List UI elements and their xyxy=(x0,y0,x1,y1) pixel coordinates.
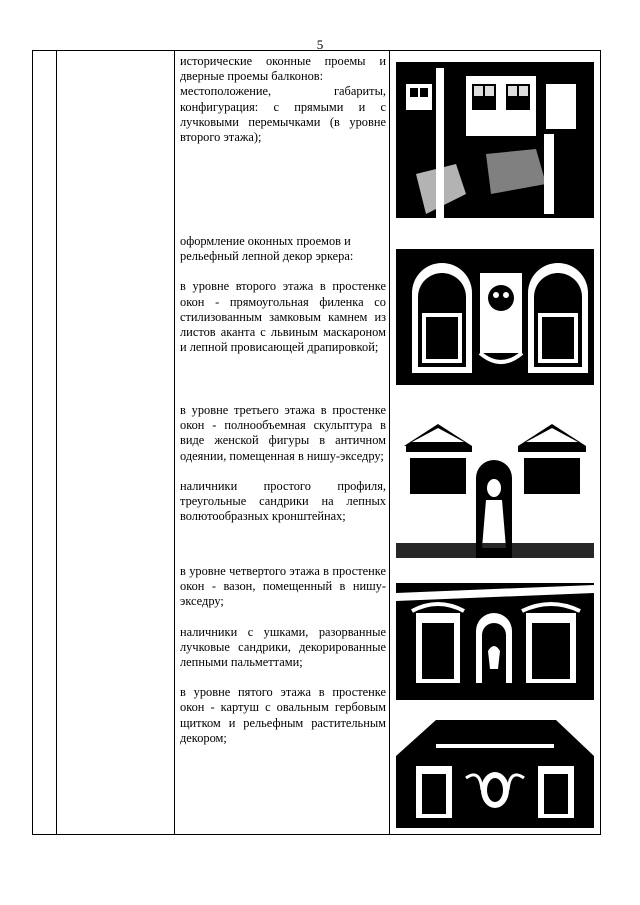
entry-paragraph: наличники простого профиля, треугольные сандрики на лепных волютообразных кронштейнах; xyxy=(180,478,386,524)
column-divider xyxy=(174,51,175,834)
entry-paragraph: исторические оконные проемы и дверные проемы балконов: xyxy=(180,54,386,84)
entry-window-decor xyxy=(180,234,386,355)
entry-third-floor xyxy=(180,403,386,524)
photo-fourth-floor-vase xyxy=(396,573,594,700)
photo-sculpture-niche xyxy=(396,408,594,558)
entry-paragraph: местоположение, габариты, конфигурация: с прямыми и с лучковыми перемычками (в уровне второго этажа); xyxy=(180,84,386,145)
entry-paragraph: оформление оконных проемов и рельефный лепной декор эркера: xyxy=(180,234,354,264)
photo-fifth-floor-cartouche xyxy=(396,716,594,828)
entry-paragraph: в уровне второго этажа в простенке окон - прямоугольная филенка со стилизованным замковым камнем из листов аканта с львиным маскароном и лепной провисающей драпировкой; xyxy=(180,279,386,355)
photo-window-openings xyxy=(396,54,594,228)
entry-fourth-fifth-floor xyxy=(180,564,386,746)
column-divider xyxy=(56,51,57,834)
entry-paragraph: в уровне четвертого этажа в простенке окон - вазон, помещенный в нишу-экседру; xyxy=(180,564,386,609)
entry-paragraph: наличники с ушками, разорванные лучковые сандрики, декорированные лепными пальметтами; xyxy=(180,624,386,670)
document-table xyxy=(32,50,601,835)
photo-arched-windows-mask xyxy=(396,243,594,385)
entry-paragraph: в уровне пятого этажа в простенке окон - картуш с овальным гербовым щитком и рельефным растительным декором; xyxy=(180,685,386,745)
entry-window-openings xyxy=(180,54,386,145)
page-number: 5 xyxy=(316,37,324,52)
column-divider xyxy=(389,51,390,834)
entry-paragraph: в уровне третьего этажа в простенке окон - полнообъемная скульптура в виде женской фигуры в античном одеянии, помещенная в нишу-экседру; xyxy=(180,403,386,463)
